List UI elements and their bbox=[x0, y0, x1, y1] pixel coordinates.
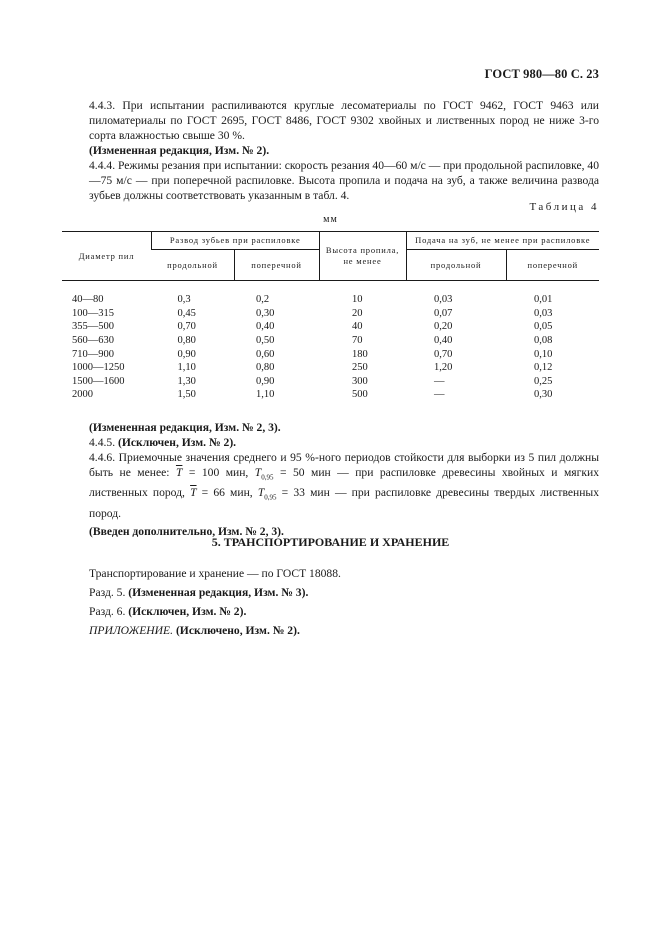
cell-feed-long: 0,70 bbox=[434, 348, 453, 360]
header-feed: Подача на зуб, не менее при распиловке bbox=[406, 232, 599, 250]
cell-height: 300 bbox=[352, 375, 368, 387]
cell-height: 10 bbox=[352, 294, 363, 306]
cell-feed-trans: 0,08 bbox=[534, 335, 553, 347]
header-feed-longitudinal: продольной bbox=[406, 250, 506, 281]
cell-height: 180 bbox=[352, 348, 368, 360]
table-row bbox=[62, 334, 599, 348]
cell-feed-long: — bbox=[434, 389, 445, 401]
cell-diameter: 40—80 bbox=[72, 294, 104, 306]
cell-feed-trans: 0,03 bbox=[534, 307, 553, 319]
table-4 bbox=[62, 231, 599, 402]
section-title: 5. ТРАНСПОРТИРОВАНИЕ И ХРАНЕНИЕ bbox=[211, 535, 450, 549]
cell-height: 500 bbox=[352, 389, 368, 401]
cell-feed-long: 0,03 bbox=[434, 294, 453, 306]
cell-diameter: 560—630 bbox=[72, 335, 114, 347]
cell-diameter: 355—500 bbox=[72, 321, 114, 333]
cell-diameter: 2000 bbox=[72, 389, 93, 401]
paragraph-4-4-3: 4.4.3. При испытании распиливаются круглые лесоматериалы по ГОСТ 9462, ГОСТ 9463 или пиломатериалы по ГОСТ 2695, ГОСТ 8486, ГОСТ 9302 хвойных и лиственных пород не ниже 3-го сорта влажностью свыше 30 %. bbox=[89, 99, 599, 142]
cell-spread-long: 0,3 bbox=[177, 294, 191, 306]
cell-height: 250 bbox=[352, 362, 368, 374]
table-row bbox=[62, 375, 599, 389]
cell-spread-trans: 1,10 bbox=[256, 389, 275, 401]
cell-spread-long: 1,10 bbox=[177, 362, 196, 374]
amendment-note: (Введен дополнительно, Изм. № 2, 3). bbox=[89, 524, 284, 538]
top-paragraphs bbox=[89, 98, 599, 203]
table-row bbox=[62, 281, 599, 307]
header-feed-transverse: поперечной bbox=[506, 250, 599, 281]
cell-spread-trans: 0,60 bbox=[256, 348, 275, 360]
amendment-note: (Измененная редакция, Изм. № 2). bbox=[89, 144, 270, 157]
cell-height: 40 bbox=[352, 321, 363, 333]
cell-diameter: 710—900 bbox=[72, 348, 114, 360]
header-diameter: Диаметр пил bbox=[62, 232, 152, 281]
cell-diameter: 1500—1600 bbox=[72, 375, 125, 387]
cell-spread-trans: 0,2 bbox=[256, 294, 270, 306]
cell-diameter: 100—315 bbox=[72, 307, 114, 319]
cell-feed-long: — bbox=[434, 375, 445, 387]
cell-spread-long: 0,45 bbox=[177, 307, 196, 319]
after-table-text bbox=[89, 420, 599, 539]
cell-feed-trans: 0,10 bbox=[534, 348, 553, 360]
cell-spread-long: 0,70 bbox=[177, 321, 196, 333]
cell-spread-long: 1,50 bbox=[177, 389, 196, 401]
cell-feed-long: 1,20 bbox=[434, 362, 453, 374]
cell-height: 70 bbox=[352, 335, 363, 347]
table-row bbox=[62, 361, 599, 375]
cell-height: 20 bbox=[352, 307, 363, 319]
paragraph-4-4-5: 4.4.5. (Исключен, Изм. № 2). bbox=[89, 436, 237, 449]
section-line: Разд. 6. (Исключен, Изм. № 2). bbox=[89, 605, 247, 618]
cell-spread-long: 1,30 bbox=[177, 375, 196, 387]
table-caption: Таблица 4 bbox=[529, 201, 599, 213]
cell-feed-trans: 0,30 bbox=[534, 389, 553, 401]
section-body bbox=[89, 564, 599, 640]
cell-spread-trans: 0,50 bbox=[256, 335, 275, 347]
cell-feed-long: 0,07 bbox=[434, 307, 453, 319]
section-line: Транспортирование и хранение — по ГОСТ 18088. bbox=[89, 567, 341, 580]
header-spread-longitudinal: продольной bbox=[152, 250, 235, 281]
table-unit: мм bbox=[323, 214, 338, 225]
cell-spread-trans: 0,40 bbox=[256, 321, 275, 333]
header-spread: Развод зубьев при распиловке bbox=[152, 232, 320, 250]
cell-feed-trans: 0,25 bbox=[534, 375, 553, 387]
page-header: ГОСТ 980—80 С. 23 bbox=[484, 67, 599, 81]
section-line: ПРИЛОЖЕНИЕ. (Исключено, Изм. № 2). bbox=[89, 624, 300, 637]
cell-spread-long: 0,80 bbox=[177, 335, 196, 347]
cell-diameter: 1000—1250 bbox=[72, 362, 125, 374]
header-spread-transverse: поперечной bbox=[234, 250, 319, 281]
cell-feed-trans: 0,01 bbox=[534, 294, 553, 306]
section-line: Разд. 5. (Измененная редакция, Изм. № 3). bbox=[89, 586, 309, 599]
cell-feed-long: 0,20 bbox=[434, 321, 453, 333]
cell-feed-long: 0,40 bbox=[434, 335, 453, 347]
cell-spread-long: 0,90 bbox=[177, 348, 196, 360]
cell-feed-trans: 0,12 bbox=[534, 362, 553, 374]
cell-spread-trans: 0,30 bbox=[256, 307, 275, 319]
cell-spread-trans: 0,80 bbox=[256, 362, 275, 374]
cell-spread-trans: 0,90 bbox=[256, 375, 275, 387]
paragraph-4-4-6: 4.4.6. Приемочные значения среднего и 95 %-ного периодов стойкости для выборки из 5 пил должны быть не менее: $\overline{T} = 100$ мин, $T_{0,95} = 50$ мин — при распиловке древесины хвойных и мягких лиственных пород, $\overline{T} = 66$ мин, $T_{0,95} = 33$ мин — при распиловке древесины твердых лиственных пород. bbox=[89, 451, 600, 520]
paragraph-4-4-4: 4.4.4. Режимы резания при испытании: скорость резания 40—60 м/с — при продольной распиловке, 40—75 м/с — при поперечной распиловке. Высота пропила и подача на зуб, а также величина развода зубьев должны соответствовать указанным в табл. 4. bbox=[89, 159, 599, 202]
table-row bbox=[62, 347, 599, 361]
table-row bbox=[62, 388, 599, 402]
header-height: Высота пропила, не менее bbox=[319, 232, 406, 281]
table-row bbox=[62, 320, 599, 334]
cell-feed-trans: 0,05 bbox=[534, 321, 553, 333]
table-row bbox=[62, 307, 599, 321]
amendment-note: (Измененная редакция, Изм. № 2, 3). bbox=[89, 421, 281, 434]
